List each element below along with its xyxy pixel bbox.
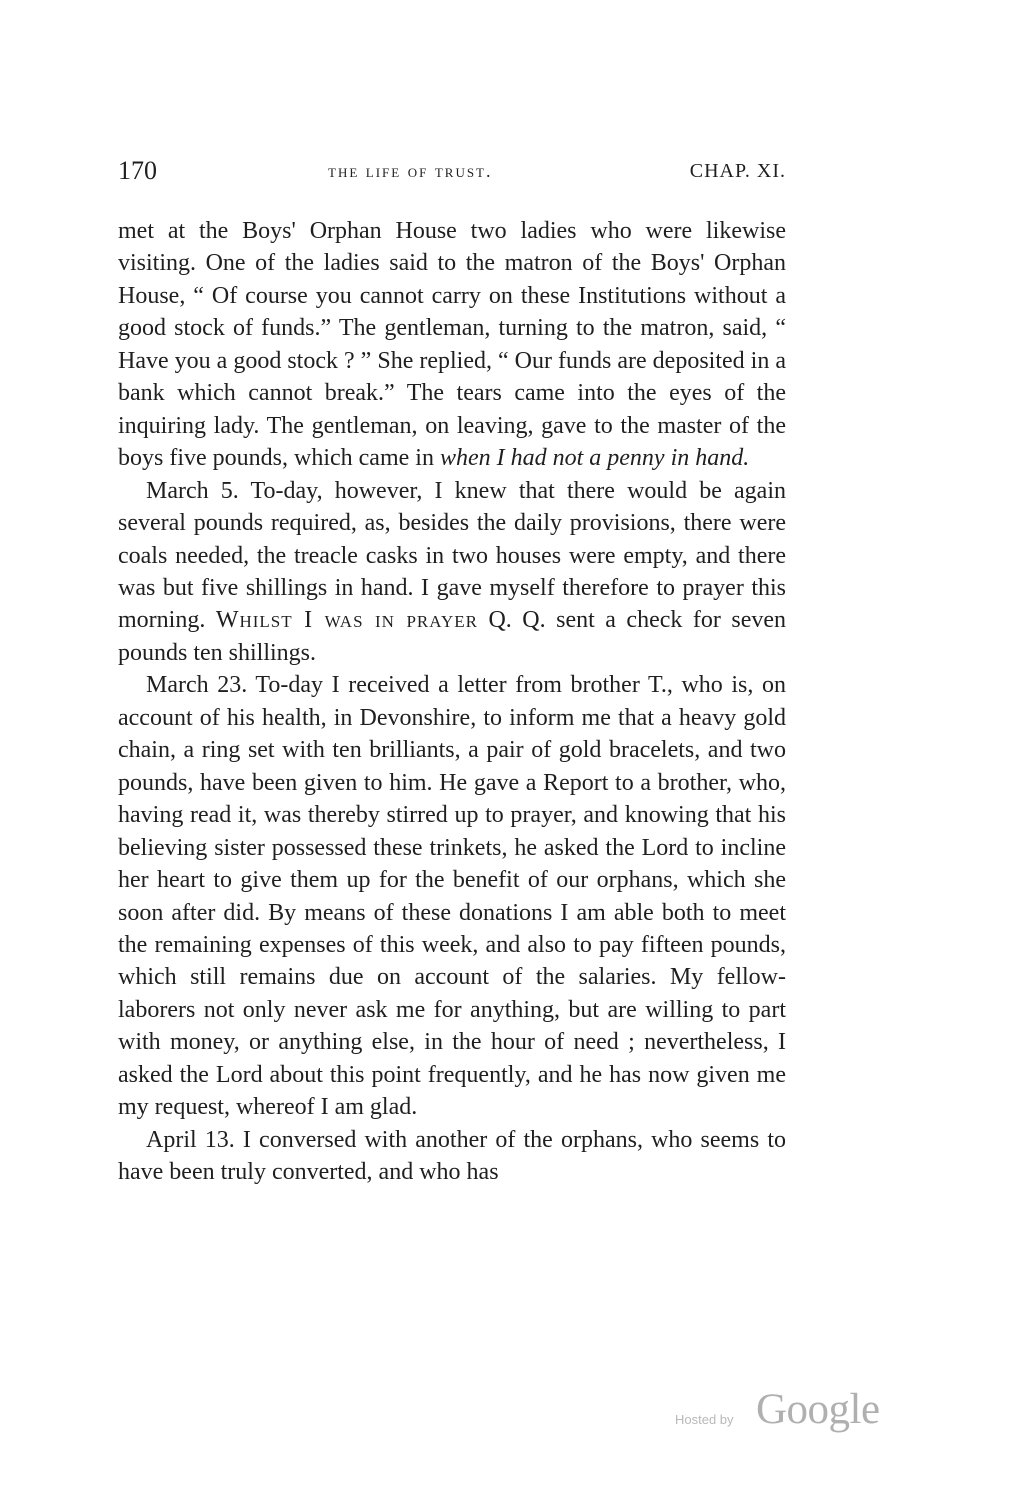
- hosted-by-label: Hosted by: [675, 1412, 734, 1427]
- chapter-label: CHAP. XI.: [689, 160, 786, 182]
- paragraph-text: March 5. To-day, however, I knew that there would be again several pounds required, as, besides the daily provisions, there were coals needed, the treacle casks in two houses were empty, and there was but five shillings in hand. I gave myself therefore to prayer this morning.: [118, 477, 786, 634]
- paragraph-text: Q. Q. sent a check for seven pounds ten shillings.: [118, 607, 787, 666]
- paragraph-april-13: April 13. I conversed with another of the orphans, who seems to have been truly converted, and who has: [118, 1126, 786, 1186]
- page-body: [118, 215, 786, 1189]
- paragraph-march-5: [118, 475, 786, 670]
- small-caps-emphasis: Whilst I was in prayer: [215, 607, 478, 634]
- paragraph-continuation: [118, 215, 786, 475]
- paragraph-text: met at the Boys' Orphan House two ladies who were likewise visiting. One of the ladies said to the matron of the Boys' Orphan House, “ Of course you cannot carry on these Institutions without a good stock of funds.” The gentleman, turning to the matron, said, “ Have you a good stock ? ” She replied, “ Our funds are deposited in a bank which cannot break.” The tears came into the eyes of the inquiring lady. The gentleman, on leaving, gave to the master of the boys five pounds, which came in: [118, 218, 786, 472]
- page-number: 170: [118, 156, 157, 185]
- paragraph-march-23: March 23. To-day I received a letter from brother T., who is, on account of his health, in Devonshire, to inform me that a heavy gold chain, a ring set with ten brilliants, a pair of gold bracelets, and two pounds, have been given to him. He gave a Report to a brother, who, having read it, was thereby stirred up to prayer, and knowing that his believing sister possessed these trinkets, he asked the Lord to incline her heart to give them up for the benefit of our orphans, which she soon after did. By means of these donations I am able both to meet the remaining expenses of this week, and also to pay fifteen pounds, which still remains due on account of the salaries. My fellow-laborers not only never ask me for anything, but are willing to part with money, or anything else, in the hour of need ; nevertheless, I asked the Lord about this point frequently, and he has now given me my request, whereof I am glad.: [118, 672, 786, 1121]
- italic-emphasis: when I had not a penny in hand.: [439, 445, 750, 472]
- page-header: [118, 156, 786, 192]
- google-logo: Google: [756, 1386, 880, 1433]
- running-title: the life of trust.: [328, 161, 493, 181]
- hosted-by-google-watermark: [672, 1385, 887, 1435]
